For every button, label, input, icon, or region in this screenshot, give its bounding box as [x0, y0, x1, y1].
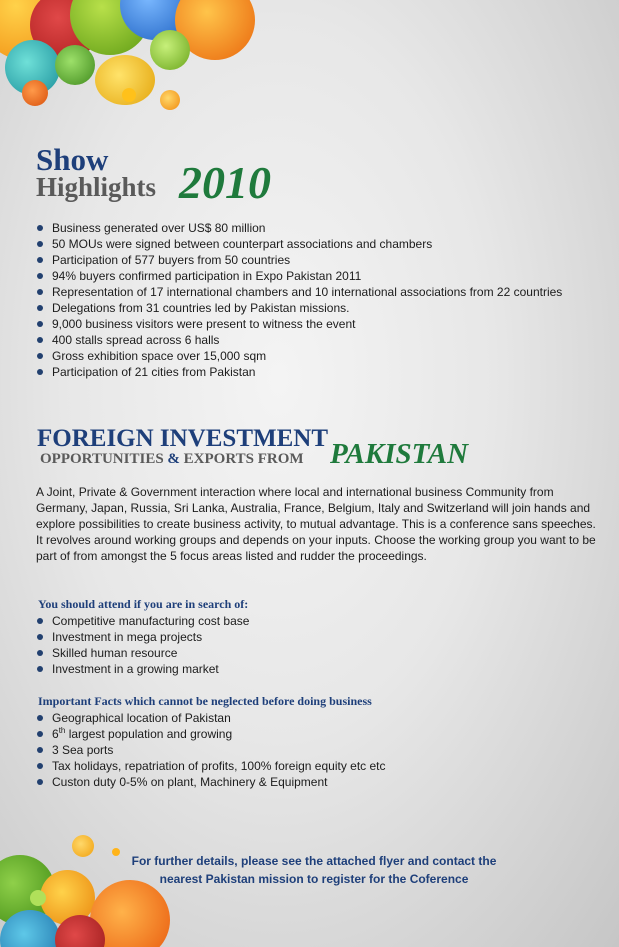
bullet-icon: [37, 305, 43, 311]
bullet-icon: [37, 273, 43, 279]
bullet-icon: [37, 634, 43, 640]
list-item: 400 stalls spread across 6 halls: [36, 332, 562, 348]
list-item: 3 Sea ports: [36, 742, 386, 758]
list-item: Custon duty 0-5% on plant, Machinery & Equipment: [36, 774, 386, 790]
footer-note: For further details, please see the attached flyer and contact the nearest Pakistan mission to register for the Coference: [131, 854, 497, 886]
list-item: Gross exhibition space over 15,000 sqm: [36, 348, 562, 364]
attend-heading: You should attend if you are in search of:: [38, 597, 249, 611]
bullet-icon: [37, 337, 43, 343]
bullet-icon: [37, 321, 43, 327]
intro-paragraph: A Joint, Private & Government interaction where local and international business Community from Germany, Japan, Russia, Sri Lanka, Australia, France, Belgium, Italy and Switzerland will join hands and explore possibilities to create business activity, to mutual advantage. This is a conference sans speeches. It revolves around working groups and depends on your inputs. Choose the working group you want to be part of from amongst the 5 focus areas listed and rudder the proceedings.: [36, 485, 596, 563]
show-title: Show: [36, 142, 109, 177]
attend-list: [36, 613, 249, 677]
decorative-bubbles-top: [0, 0, 260, 120]
facts-heading: Important Facts which cannot be neglected before doing business: [38, 694, 372, 708]
list-item: Delegations from 31 countries led by Pakistan missions.: [36, 300, 562, 316]
list-item: 6th largest population and growing: [36, 726, 386, 742]
list-item: 94% buyers confirmed participation in Expo Pakistan 2011: [36, 268, 562, 284]
list-item: Investment in mega projects: [36, 629, 249, 645]
bullet-icon: [37, 731, 43, 737]
bullet-icon: [37, 650, 43, 656]
list-item: Business generated over US$ 80 million: [36, 220, 562, 236]
year-title: 2010: [179, 157, 271, 208]
list-item: Skilled human resource: [36, 645, 249, 661]
list-item: 9,000 business visitors were present to witness the event: [36, 316, 562, 332]
list-item: 50 MOUs were signed between counterpart associations and chambers: [36, 236, 562, 252]
list-item: Participation of 577 buyers from 50 countries: [36, 252, 562, 268]
bullet-icon: [37, 289, 43, 295]
bullet-icon: [37, 618, 43, 624]
bullet-icon: [37, 353, 43, 359]
list-item: Tax holidays, repatriation of profits, 100% foreign equity etc etc: [36, 758, 386, 774]
foreign-investment-title: FOREIGN INVESTMENT: [37, 425, 329, 452]
list-item: Investment in a growing market: [36, 661, 249, 677]
list-item: Competitive manufacturing cost base: [36, 613, 249, 629]
list-item: Representation of 17 international chambers and 10 international associations from 22 countries: [36, 284, 562, 300]
list-item: Participation of 21 cities from Pakistan: [36, 364, 562, 380]
facts-list: [36, 710, 386, 790]
bullet-icon: [37, 369, 43, 375]
bullet-icon: [37, 241, 43, 247]
bullet-icon: [37, 763, 43, 769]
bullet-icon: [37, 747, 43, 753]
list-item: Geographical location of Pakistan: [36, 710, 386, 726]
bullet-icon: [37, 779, 43, 785]
bullet-icon: [37, 666, 43, 672]
bullet-icon: [37, 715, 43, 721]
bullet-icon: [37, 257, 43, 263]
highlights-list: [36, 220, 562, 380]
foreign-investment-subtitle: OPPORTUNITIES & EXPORTS FROM: [40, 451, 304, 467]
bullet-icon: [37, 225, 43, 231]
highlights-title: Highlights: [36, 172, 157, 202]
pakistan-title: PAKISTAN: [330, 438, 469, 470]
